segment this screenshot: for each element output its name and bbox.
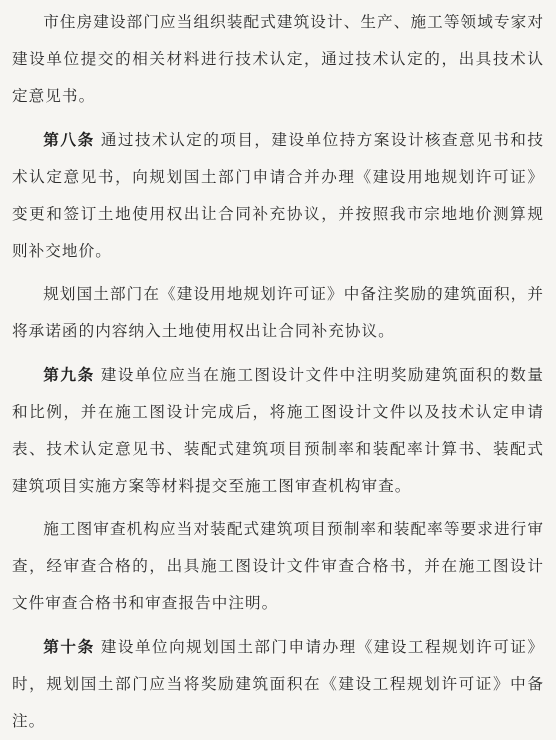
paragraph-text: 规划国土部门在《建设用地规划许可证》中备注奖励的建筑面积，并将承诺函的内容纳入土地使用权出让合同补充协议。 xyxy=(12,285,544,340)
article-text: 建设单位向规划国土部门申请办理《建设工程规划许可证》时，规划国土部门应当将奖励建筑面积在《建设工程规划许可证》中备注。 xyxy=(12,638,544,730)
article-text: 通过技术认定的项目，建设单位持方案设计核查意见书和技术认定意见书，向规划国土部门申请合并办理《建设用地规划许可证》变更和签订土地使用权出让合同补充协议，并按照我市宗地地价测算规则补交地价。 xyxy=(12,131,544,260)
paragraph-text: 施工图审查机构应当对装配式建筑项目预制率和装配率等要求进行审查，经审查合格的，出具施工图设计文件审查合格书，并在施工图设计文件审查合格书和审查报告中注明。 xyxy=(12,520,544,612)
article-10 xyxy=(12,628,544,740)
article-text: 建设单位应当在施工图设计文件中注明奖励建筑面积的数量和比例，并在施工图设计完成后，将施工图设计文件以及技术认定申请表、技术认定意见书、装配式建筑项目预制率和装配率计算书、装配式建筑项目实施方案等材料提交至施工图审查机构审查。 xyxy=(12,366,544,495)
article-8 xyxy=(12,121,544,270)
article-9 xyxy=(12,356,544,505)
article-heading: 第九条 xyxy=(43,365,95,384)
paragraph-article-9-note xyxy=(12,511,544,622)
paragraph-text: 市住房建设部门应当组织装配式建筑设计、生产、施工等领域专家对建设单位提交的相关材料进行技术认定，通过技术认定的，出具技术认定意见书。 xyxy=(12,13,544,105)
article-heading: 第十条 xyxy=(43,637,95,656)
article-heading: 第八条 xyxy=(43,130,95,149)
paragraph-intro xyxy=(12,4,544,115)
paragraph-article-8-note xyxy=(12,276,544,350)
